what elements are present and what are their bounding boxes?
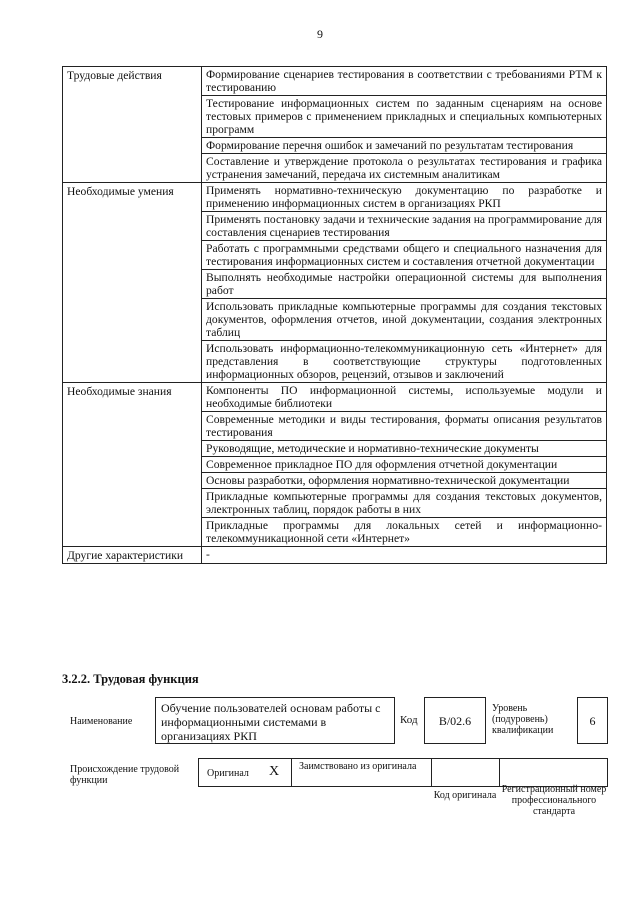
group-label: Необходимые умения xyxy=(63,183,202,383)
group-item: Современное прикладное ПО для оформления отчетной документации xyxy=(202,457,607,473)
group-item: Компоненты ПО информационной системы, используемые модули и необходимые библиотеки xyxy=(202,383,607,412)
group-item: Использовать информационно-телекоммуникационную сеть «Интернет» для представления в соответствующие структуры подготовленных информационных обзоров, рецензий, отзывов и заключений xyxy=(202,341,607,383)
group-item: Работать с программными средствами общего и специального назначения для тестирования информационных систем и составления отчетной документации xyxy=(202,241,607,270)
level-box xyxy=(577,697,608,744)
group-item: Основы разработки, оформления нормативно-технической документации xyxy=(202,473,607,489)
table-row xyxy=(63,547,607,564)
group-item: Формирование перечня ошибок и замечаний по результатам тестирования xyxy=(202,138,607,154)
code-box xyxy=(424,697,486,744)
table-row xyxy=(63,183,607,212)
name-label: Наименование xyxy=(70,716,133,727)
table-row xyxy=(63,67,607,96)
group-label: Трудовые действия xyxy=(63,67,202,183)
group-item: Формирование сценариев тестирования в соответствии с требованиями РТМ к тестированию xyxy=(202,67,607,96)
code-label: Код xyxy=(400,714,418,726)
group-item: Выполнять необходимые настройки операционной системы для выполнения работ xyxy=(202,270,607,299)
group-item: Прикладные программы для локальных сетей и информационно-телекоммуникационной сети «Интернет» xyxy=(202,518,607,547)
group-label: Необходимые знания xyxy=(63,383,202,547)
code-value: В/02.6 xyxy=(438,714,472,728)
original-label: Оригинал xyxy=(207,768,249,779)
group-item: Руководящие, методические и нормативно-технические документы xyxy=(202,441,607,457)
group-item: - xyxy=(202,547,607,564)
group-item: Применять нормативно-техническую документацию по разработке и применению информационных систем в организациях РКП xyxy=(202,183,607,212)
group-item: Современные методики и виды тестирования, форматы описания результатов тестирования xyxy=(202,412,607,441)
reg-number-caption: Регистрационный номер профессионального стандарта xyxy=(501,784,607,817)
group-item: Применять постановку задачи и технические задания на программирование для составления сценариев тестирования xyxy=(202,212,607,241)
section-title: 3.2.2. Трудовая функция xyxy=(62,672,199,686)
table-row xyxy=(63,383,607,412)
name-box xyxy=(155,697,395,744)
group-item: Составление и утверждение протокола о результатах тестирования и графика устранения замечаний, передача их системным аналитикам xyxy=(202,154,607,183)
code-original-caption: Код оригинала xyxy=(433,790,497,801)
group-item: Использовать прикладные компьютерные программы для создания текстовых документов, оформления отчетов, иной документации, создания электронных таблиц xyxy=(202,299,607,341)
requirements-table xyxy=(62,66,607,564)
level-value: 6 xyxy=(589,714,596,728)
origin-label: Происхождение трудовой функции xyxy=(70,764,180,786)
borrowed-label: Заимствовано из оригинала xyxy=(299,761,417,772)
group-item: Прикладные компьютерные программы для создания текстовых документов, электронных таблиц, порядок работы в них xyxy=(202,489,607,518)
name-value: Обучение пользователей основам работы с информационными системами в организациях РКП xyxy=(161,701,381,743)
group-item: Тестирование информационных систем по заданным сценариям на основе тестовых примеров с применением прикладных и специальных компьютерных программ xyxy=(202,96,607,138)
level-label: Уровень (подуровень) квалификации xyxy=(492,703,554,736)
origin-box xyxy=(198,758,608,787)
group-label: Другие характеристики xyxy=(63,547,202,564)
original-mark: X xyxy=(269,764,280,779)
page-number: 9 xyxy=(317,27,323,41)
